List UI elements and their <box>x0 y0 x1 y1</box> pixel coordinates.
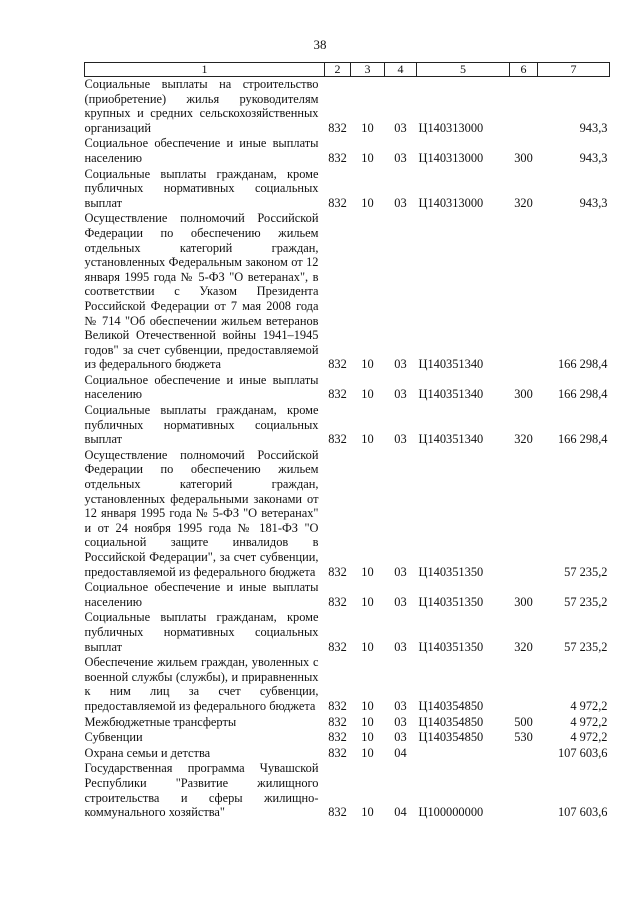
ministry-code: 832 <box>328 150 347 165</box>
row-name: Осуществление полномочий Российской Федерации по обеспечению жильем отдельных категорий граждан, установленных Федеральным законом от 12 января 1995 года № 5-ФЗ "О ветеранах", в соответствии с Указом Президента Российской Федерации от 7 мая 2008 года № 714 "Об обеспечении жильем ветеранов Великой Отечественной войны 1941–1945 годов" за счет субвенции, предоставляемой из федерального бюджета <box>84 211 319 372</box>
section-code: 10 <box>361 120 374 135</box>
target-article-code: Ц140313000 <box>418 150 484 165</box>
target-article-code <box>417 746 510 762</box>
amount: 57 235,2 <box>564 594 608 609</box>
row-name: Социальное обеспечение и иные выплаты населению <box>84 136 319 165</box>
target-article-code: Ц100000000 <box>418 805 484 820</box>
subsection-code: 03 <box>394 730 407 745</box>
header-cell: 4 <box>385 63 417 77</box>
ministry-code: 832 <box>328 357 347 372</box>
expense-type-code: 300 <box>514 150 533 165</box>
amount: 166 298,4 <box>557 387 608 402</box>
table-row <box>85 746 610 762</box>
target-article-code: Ц140313000 <box>418 120 484 135</box>
expense-type-code: 320 <box>514 432 533 447</box>
section-code: 10 <box>361 698 374 713</box>
table-row <box>85 761 610 820</box>
target-article-code: Ц140354850 <box>418 714 484 729</box>
amount: 107 603,6 <box>557 745 608 760</box>
row-name: Обеспечение жильем граждан, уволенных с военной службы (службы), и приравненных к ним лиц за счет субвенции, предоставляемой из федерального бюджета <box>84 655 319 713</box>
section-code: 10 <box>361 594 374 609</box>
target-article-code: Ц140354850 <box>418 698 484 713</box>
expense-type-code: 320 <box>514 195 533 210</box>
expense-type-code <box>510 655 538 714</box>
subsection-code: 03 <box>394 150 407 165</box>
subsection-code: 03 <box>394 357 407 372</box>
budget-table <box>84 62 610 821</box>
ministry-code: 832 <box>328 195 347 210</box>
amount: 57 235,2 <box>564 639 608 654</box>
target-article-code: Ц140351340 <box>418 387 484 402</box>
ministry-code: 832 <box>328 714 347 729</box>
amount: 57 235,2 <box>564 564 608 579</box>
header-cell: 2 <box>325 63 351 77</box>
expense-type-code <box>510 746 538 762</box>
subsection-code: 03 <box>394 564 407 579</box>
table-row <box>85 211 610 373</box>
row-name: Субвенции <box>84 730 143 745</box>
ministry-code: 832 <box>328 639 347 654</box>
subsection-code: 03 <box>394 120 407 135</box>
table-row <box>85 373 610 403</box>
row-name: Социальные выплаты на строительство (приобретение) жилья руководителям крупных и средних сельскохозяйственных организаций <box>84 77 319 135</box>
section-code: 10 <box>361 357 374 372</box>
subsection-code: 03 <box>394 387 407 402</box>
subsection-code: 03 <box>394 698 407 713</box>
table-row <box>85 655 610 714</box>
section-code: 10 <box>361 805 374 820</box>
section-code: 10 <box>361 564 374 579</box>
section-code: 10 <box>361 150 374 165</box>
amount: 943,3 <box>579 120 608 135</box>
table-row <box>85 610 610 655</box>
subsection-code: 04 <box>394 805 407 820</box>
header-cell: 1 <box>85 63 325 77</box>
amount: 4 972,2 <box>570 730 608 745</box>
amount: 943,3 <box>579 195 608 210</box>
header-cell: 5 <box>417 63 510 77</box>
subsection-code: 03 <box>394 639 407 654</box>
amount: 4 972,2 <box>570 698 608 713</box>
row-name: Межбюджетные трансферты <box>84 714 237 729</box>
table-row <box>85 448 610 580</box>
section-code: 10 <box>361 745 374 760</box>
subsection-code: 03 <box>394 714 407 729</box>
table-row <box>85 580 610 610</box>
ministry-code: 832 <box>328 698 347 713</box>
ministry-code: 832 <box>328 432 347 447</box>
expense-type-code <box>510 77 538 137</box>
ministry-code: 832 <box>328 594 347 609</box>
row-name: Социальное обеспечение и иные выплаты населению <box>84 580 319 609</box>
expense-type-code: 530 <box>514 730 533 745</box>
section-code: 10 <box>361 639 374 654</box>
table-row <box>85 136 610 166</box>
subsection-code: 03 <box>394 594 407 609</box>
subsection-code: 04 <box>394 745 407 760</box>
ministry-code: 832 <box>328 387 347 402</box>
section-code: 10 <box>361 432 374 447</box>
row-name: Социальное обеспечение и иные выплаты населению <box>84 372 319 402</box>
target-article-code: Ц140351350 <box>418 639 484 654</box>
target-article-code: Ц140351340 <box>418 432 484 447</box>
table-row <box>85 715 610 731</box>
target-article-code: Ц140313000 <box>418 195 484 210</box>
expense-type-code <box>510 761 538 820</box>
subsection-code: 03 <box>394 195 407 210</box>
ministry-code: 832 <box>328 730 347 745</box>
amount: 166 298,4 <box>557 432 608 447</box>
expense-type-code: 500 <box>514 714 533 729</box>
ministry-code: 832 <box>328 745 347 760</box>
target-article-code: Ц140354850 <box>418 730 484 745</box>
table-row <box>85 77 610 137</box>
section-code: 10 <box>361 714 374 729</box>
section-code: 10 <box>361 195 374 210</box>
header-cell: 7 <box>538 63 610 77</box>
table-row <box>85 403 610 448</box>
row-name: Осуществление полномочий Российской Федерации по обеспечению жильем отдельных категорий граждан, установленных федеральными законами от 12 января 1995 года № 5-ФЗ "О ветеранах" и от 24 ноября 1995 года № 181-ФЗ "О социальной защите инвалидов в Российской Федерации", за счет субвенции, предоставляемой из федерального бюджета <box>84 447 319 579</box>
amount: 943,3 <box>579 150 608 165</box>
amount: 4 972,2 <box>570 714 608 729</box>
target-article-code: Ц140351340 <box>418 357 484 372</box>
header-cell: 6 <box>510 63 538 77</box>
table-row <box>85 730 610 746</box>
expense-type-code <box>510 448 538 580</box>
target-article-code: Ц140351350 <box>418 594 484 609</box>
expense-type-code: 300 <box>514 594 533 609</box>
section-code: 10 <box>361 730 374 745</box>
expense-type-code <box>510 211 538 373</box>
row-name: Социальные выплаты гражданам, кроме публичных нормативных социальных выплат <box>84 403 319 447</box>
row-name: Социальные выплаты гражданам, кроме публичных нормативных социальных выплат <box>84 166 319 210</box>
column-number-header-row <box>85 63 610 77</box>
ministry-code: 832 <box>328 564 347 579</box>
page-number: 38 <box>313 37 327 52</box>
row-name: Государственная программа Чувашской Республики "Развитие жилищного строительства и сферы жилищно-коммунального хозяйства" <box>84 761 319 820</box>
amount: 107 603,6 <box>557 805 608 820</box>
expense-type-code: 320 <box>514 639 533 654</box>
table-row <box>85 167 610 212</box>
amount: 166 298,4 <box>557 357 608 372</box>
section-code: 10 <box>361 387 374 402</box>
subsection-code: 03 <box>394 432 407 447</box>
target-article-code: Ц140351350 <box>418 564 484 579</box>
ministry-code: 832 <box>328 120 347 135</box>
row-name: Охрана семьи и детства <box>84 745 211 760</box>
row-name: Социальные выплаты гражданам, кроме публичных нормативных социальных выплат <box>84 610 319 654</box>
ministry-code: 832 <box>328 805 347 820</box>
header-cell: 3 <box>351 63 385 77</box>
expense-type-code: 300 <box>514 387 533 402</box>
